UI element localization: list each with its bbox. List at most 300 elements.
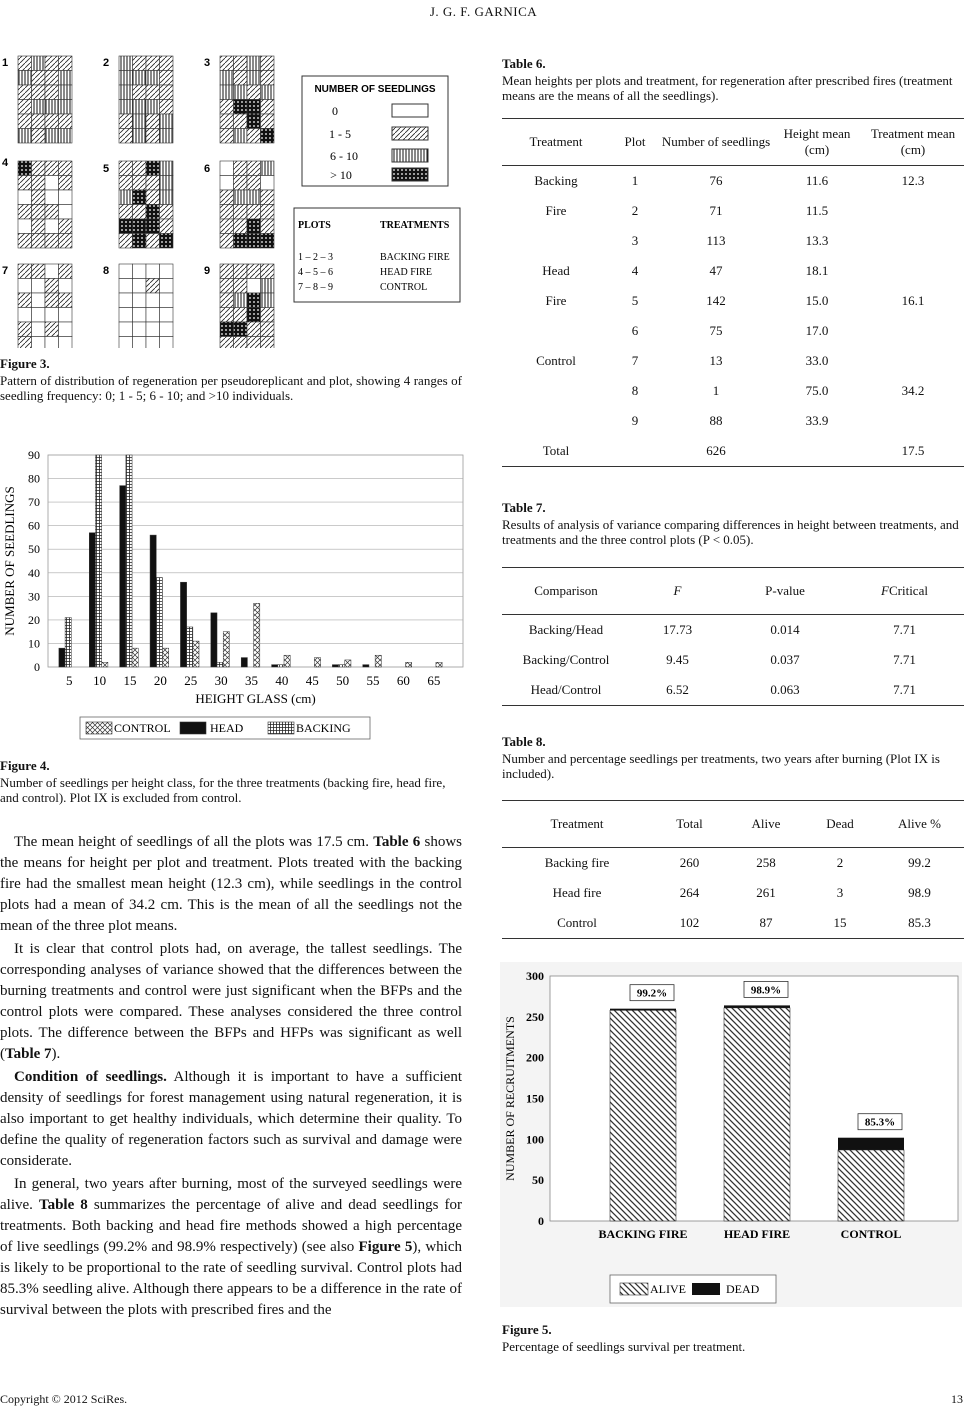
table-cell: Control (536, 353, 576, 368)
table-row (502, 615, 964, 646)
grid-cell (59, 322, 73, 337)
legend-label-0: 0 (332, 104, 338, 118)
table-row (502, 878, 964, 908)
figure-5-caption-title: Figure 5. (502, 1322, 552, 1337)
grid-cell (247, 219, 261, 234)
column-header: F (673, 583, 682, 598)
grid-cell (45, 279, 59, 294)
grid-cell (234, 161, 248, 176)
x-tick-label: 45 (305, 673, 319, 688)
legend-swatch (620, 1283, 648, 1295)
table-cell: 2 (836, 855, 844, 870)
grid-cell (119, 161, 133, 176)
table-8-title: Table 8. (502, 734, 546, 749)
plot-grid (220, 56, 274, 143)
column-header: Alive % (898, 816, 941, 831)
table-cell: Control (557, 915, 597, 930)
grid-cell (247, 190, 261, 205)
grid-cell (45, 264, 59, 279)
figure-4-caption-title: Figure 4. (0, 758, 50, 773)
grid-cell (18, 56, 32, 71)
plot-grid (18, 56, 72, 143)
grid-cell (261, 264, 275, 279)
grid-cell (18, 190, 32, 205)
table-cell: 13.3 (805, 233, 829, 248)
grid-cell (59, 219, 73, 234)
grid-cell (247, 56, 261, 71)
bar-head (332, 665, 338, 667)
table-cell: Backing/Control (522, 652, 610, 667)
figure-4 (0, 445, 470, 750)
grid-cell (220, 71, 234, 86)
grid-cell (247, 279, 261, 294)
grid-cell (234, 264, 248, 279)
x-tick-label: 60 (396, 673, 410, 688)
grid-cell (59, 337, 73, 349)
table-cell: 8 (631, 383, 639, 398)
grid-cell (261, 56, 275, 71)
bar-head (120, 486, 126, 667)
bar-backing (278, 665, 284, 667)
grid-cell (146, 293, 160, 308)
grid-cell (119, 293, 133, 308)
grid-cell (146, 205, 160, 220)
grid-cell (32, 264, 46, 279)
grid-cell (220, 234, 234, 249)
grid-cell (18, 129, 32, 144)
plot-number: 6 (204, 163, 211, 175)
bar-control (284, 655, 290, 667)
grid-cell (234, 293, 248, 308)
grid-cell (247, 100, 261, 115)
grid-cell (119, 114, 133, 129)
table-cell: 71 (709, 203, 723, 218)
grid-cell (32, 114, 46, 129)
grid-cell (133, 337, 147, 349)
grid-cell (59, 85, 73, 100)
table-row (502, 675, 964, 706)
grid-cell (59, 161, 73, 176)
table-cell: Total (542, 443, 570, 458)
table-cell: 2 (631, 203, 639, 218)
y-tick-label: 90 (28, 448, 40, 462)
grid-cell (220, 56, 234, 71)
grid-cell (32, 337, 46, 349)
grid-cell (32, 85, 46, 100)
grid-cell (261, 234, 275, 249)
grid-cell (234, 71, 248, 86)
grid-cell (119, 219, 133, 234)
grid-cell (133, 71, 147, 86)
y-tick-label: 300 (526, 969, 544, 983)
y-tick-label: 50 (28, 542, 40, 557)
grid-cell (160, 114, 174, 129)
grid-cell (133, 56, 147, 71)
table-cell: Fire (545, 203, 567, 218)
grid-cell (220, 190, 234, 205)
figure-5-chart (500, 962, 962, 1312)
table-cell: Fire (545, 293, 567, 308)
table-cell: 1 (712, 383, 720, 398)
grid-cell (146, 71, 160, 86)
grid-cell (133, 85, 147, 100)
grid-cell (247, 176, 261, 191)
grid-cell (32, 293, 46, 308)
grid-cell (59, 114, 73, 129)
plots-row-2: 4 – 5 – 6 (298, 267, 333, 278)
column-header: FCritical (881, 583, 928, 598)
grid-cell (234, 308, 248, 323)
table-cell: 17.73 (662, 622, 693, 637)
column-header: Number of seedlings (661, 134, 771, 149)
y-axis-label: NUMBER OF SEEDLINGS (2, 486, 17, 636)
grid-cell (261, 71, 275, 86)
grid-cell (261, 85, 275, 100)
grid-cell (146, 308, 160, 323)
percentage-annotation: 85.3% (864, 1116, 896, 1129)
table-cell: 34.2 (901, 383, 925, 398)
table-cell (502, 406, 610, 436)
table-cell: 7 (631, 353, 639, 368)
table-header-row (502, 801, 964, 848)
bar-control (254, 603, 260, 667)
table-cell: 7.71 (893, 652, 916, 667)
column-header: P-value (765, 583, 805, 598)
x-tick-label: 55 (366, 673, 380, 688)
grid-cell (45, 337, 59, 349)
x-axis-label: HEIGHT GLASS (cm) (195, 691, 316, 706)
bar-dead (838, 1138, 904, 1150)
grid-cell (261, 100, 275, 115)
grid-cell (18, 114, 32, 129)
x-tick-label: 50 (336, 673, 350, 688)
table-cell: 75.0 (805, 383, 829, 398)
table-cell: Backing (534, 173, 578, 188)
table-cell (862, 256, 964, 286)
table-cell: 99.2 (908, 855, 931, 870)
grid-cell (133, 264, 147, 279)
grid-cell (146, 234, 160, 249)
x-tick-label: 65 (427, 673, 441, 688)
table-cell: Backing fire (544, 855, 610, 870)
table-cell (502, 226, 610, 256)
grid-cell (220, 322, 234, 337)
x-tick-label: 15 (123, 673, 137, 688)
table-cell: 6.52 (666, 682, 689, 697)
grid-cell (119, 264, 133, 279)
bar-head (180, 582, 186, 667)
legend-label: CONTROL (114, 721, 171, 735)
copyright: Copyright © 2012 SciRes. (0, 1392, 128, 1406)
plot-number: 1 (2, 57, 9, 69)
grid-cell (119, 71, 133, 86)
bar-head (211, 613, 217, 667)
grid-cell (32, 100, 46, 115)
bar-backing (126, 455, 132, 667)
table-cell: 6 (631, 323, 639, 338)
grid-cell (220, 264, 234, 279)
grid-cell (119, 234, 133, 249)
plots-row-3: 7 – 8 – 9 (298, 282, 333, 293)
table-cell: 13 (709, 353, 723, 368)
grid-cell (18, 85, 32, 100)
paragraph-1: The mean height of seedlings of all the plots was 17.5 cm. Table 6 shows the means for height per plot and treatment. Plots treated with the backing fire had the smallest mean height (12.3 cm), while seedlings in the control plots had a mean of 34.2 cm. This is the mean of all the seedlings not the mean of the three plot means. (0, 834, 462, 934)
grid-cell (119, 322, 133, 337)
bar-head (150, 535, 156, 667)
table-row (502, 406, 964, 436)
y-tick-label: 20 (28, 612, 40, 627)
grid-cell (59, 190, 73, 205)
grid-cell (119, 85, 133, 100)
grid-cell (18, 100, 32, 115)
bar-control (375, 655, 381, 667)
table-cell: 33.9 (805, 413, 829, 428)
grid-cell (32, 219, 46, 234)
legend-swatch (86, 722, 112, 734)
grid-cell (160, 219, 174, 234)
grid-cell (160, 293, 174, 308)
grid-cell (32, 308, 46, 323)
table-8-caption: Number and percentage seedlings per treatments, two years after burning (Plot IX is included). (502, 751, 940, 781)
y-tick-label: 60 (28, 518, 40, 533)
bar-head (363, 665, 369, 667)
table-cell: 261 (756, 885, 776, 900)
figure-3 (0, 48, 470, 348)
table-cell (502, 376, 610, 406)
table-cell: 98.9 (908, 885, 931, 900)
y-tick-label: 0 (34, 660, 40, 674)
bar-control (102, 662, 108, 667)
body-text-left (0, 832, 462, 1321)
legend-swatch-3 (392, 168, 428, 181)
table-cell (862, 316, 964, 346)
table-row (502, 226, 964, 256)
table-row (502, 376, 964, 406)
bar-head (241, 658, 247, 667)
table-row (502, 196, 964, 226)
grid-cell (119, 337, 133, 349)
bar-alive (724, 1008, 790, 1221)
grid-cell (18, 279, 32, 294)
grid-cell (32, 71, 46, 86)
table-cell: 33.0 (805, 353, 829, 368)
plot-grid (220, 264, 274, 348)
bar-backing (95, 455, 101, 667)
grid-cell (160, 264, 174, 279)
column-header: Dead (826, 816, 854, 831)
grid-cell (261, 114, 275, 129)
grid-cell (160, 308, 174, 323)
table-6-title: Table 6. (502, 56, 546, 71)
grid-cell (45, 129, 59, 144)
grid-cell (59, 129, 73, 144)
grid-cell (45, 234, 59, 249)
grid-cell (160, 190, 174, 205)
table-cell: 260 (679, 855, 700, 870)
table-cell (502, 316, 610, 346)
grid-cell (32, 129, 46, 144)
grid-cell (261, 337, 275, 349)
percentage-annotation: 99.2% (636, 987, 668, 1000)
table-cell: 264 (679, 885, 700, 900)
bar-backing (217, 662, 223, 667)
grid-cell (160, 337, 174, 349)
grid-cell (18, 322, 32, 337)
y-tick-label: 200 (526, 1050, 544, 1065)
grid-cell (18, 234, 32, 249)
table-6 (502, 118, 964, 467)
grid-cell (32, 234, 46, 249)
grid-cell (146, 190, 160, 205)
legend-label-3: > 10 (330, 168, 352, 182)
column-header: Comparison (534, 583, 598, 598)
table-cell: 4 (631, 263, 639, 278)
bar-backing (187, 627, 193, 667)
grid-cell (32, 205, 46, 220)
grid-cell (119, 176, 133, 191)
x-tick-label: 25 (184, 673, 198, 688)
grid-cell (261, 176, 275, 191)
legend-label: ALIVE (650, 1282, 686, 1296)
grid-cell (119, 205, 133, 220)
bar-backing (65, 618, 71, 667)
legend-label-2: 6 - 10 (330, 149, 358, 163)
table-cell: 15.0 (805, 293, 829, 308)
grid-cell (220, 219, 234, 234)
grid-cell (146, 100, 160, 115)
table-cell: 258 (756, 855, 776, 870)
column-header: Alive (751, 816, 781, 831)
table-cell: 75 (709, 323, 723, 338)
table-7-title: Table 7. (502, 500, 546, 515)
grid-cell (133, 114, 147, 129)
bar-alive (610, 1010, 676, 1221)
grid-cell (247, 205, 261, 220)
grid-cell (45, 219, 59, 234)
bar-alive (838, 1150, 904, 1221)
y-tick-label: 250 (526, 1009, 544, 1024)
table-row (502, 645, 964, 675)
table-7 (502, 567, 964, 706)
grid-cell (220, 161, 234, 176)
grid-cell (146, 85, 160, 100)
grid-cell (146, 176, 160, 191)
legend-label: DEAD (726, 1282, 760, 1296)
table-cell: 11.6 (805, 173, 829, 188)
grid-cell (160, 56, 174, 71)
grid-cell (234, 100, 248, 115)
figure-4-chart (0, 445, 470, 750)
grid-cell (146, 129, 160, 144)
grid-cell (133, 219, 147, 234)
table-cell: 16.1 (901, 293, 925, 308)
grid-cell (220, 205, 234, 220)
table-row (502, 316, 964, 346)
grid-cell (146, 322, 160, 337)
bar-control (406, 662, 412, 667)
column-header: Height mean (cm) (783, 126, 851, 157)
grid-cell (18, 337, 32, 349)
grid-cell (133, 190, 147, 205)
plot-grid (18, 264, 72, 348)
y-tick-label: 70 (28, 495, 40, 510)
grid-cell (247, 85, 261, 100)
grid-cell (18, 71, 32, 86)
grid-cell (234, 322, 248, 337)
grid-cell (59, 264, 73, 279)
grid-cell (146, 114, 160, 129)
grid-cell (146, 279, 160, 294)
bar-dead (610, 1009, 676, 1011)
paragraph-2: It is clear that control plots had, on average, the tallest seedlings. The corresponding analyses of variance showed that the differences between the burning treatments and control were just significant when the BFPs and the control plots were compared. These analyses considered the three control plots. The difference between the BFPs and HFPs was significant as well (Table 7). (0, 941, 462, 1062)
grid-cell (119, 190, 133, 205)
grid-cell (234, 114, 248, 129)
table-cell: 5 (631, 293, 639, 308)
grid-cell (234, 205, 248, 220)
table-row (502, 346, 964, 376)
bar-control (162, 648, 168, 667)
table-cell: 47 (709, 263, 723, 278)
table-cell: Head fire (552, 885, 602, 900)
plot-number: 3 (204, 57, 211, 69)
legend-title: NUMBER OF SEEDLINGS (314, 84, 436, 95)
table-row (502, 436, 964, 467)
table-cell: 18.1 (805, 263, 829, 278)
column-header: Total (676, 816, 703, 831)
table-cell: 76 (709, 173, 723, 188)
table-6-caption: Mean heights per plots and treatment, for regeneration after prescribed fires (treatment means are the means of all the seedlings). (502, 73, 953, 103)
grid-cell (45, 85, 59, 100)
grid-cell (18, 205, 32, 220)
grid-cell (18, 293, 32, 308)
table-cell (610, 436, 660, 467)
grid-cell (32, 322, 46, 337)
grid-cell (119, 100, 133, 115)
grid-cell (133, 129, 147, 144)
plot-number: 9 (204, 265, 211, 277)
table-cell: 0.063 (770, 682, 800, 697)
page-number: 13 (951, 1392, 963, 1406)
table-cell: 85.3 (908, 915, 931, 930)
legend-swatch (180, 722, 206, 734)
grid-cell (59, 56, 73, 71)
grid-cell (160, 161, 174, 176)
plot-grid (119, 161, 173, 248)
grid-cell (59, 234, 73, 249)
plots-treatments-legend (294, 208, 460, 302)
x-tick-label: BACKING FIRE (598, 1227, 688, 1241)
grid-cell (59, 308, 73, 323)
plot-number: 8 (103, 265, 110, 277)
y-tick-label: 150 (526, 1091, 544, 1106)
grid-cell (45, 100, 59, 115)
grid-cell (234, 129, 248, 144)
chart-legend (80, 717, 370, 739)
plot-grid (119, 56, 173, 143)
grid-cell (133, 279, 147, 294)
column-header: Plot (624, 134, 646, 149)
grid-cell (59, 71, 73, 86)
grid-cell (45, 71, 59, 86)
grid-cell (160, 279, 174, 294)
grid-cell (133, 176, 147, 191)
grid-cell (45, 161, 59, 176)
bar-backing (339, 665, 345, 667)
table-cell: 113 (706, 233, 726, 248)
y-tick-label: 10 (28, 636, 40, 651)
table-cell: 142 (706, 293, 726, 308)
grid-cell (146, 56, 160, 71)
